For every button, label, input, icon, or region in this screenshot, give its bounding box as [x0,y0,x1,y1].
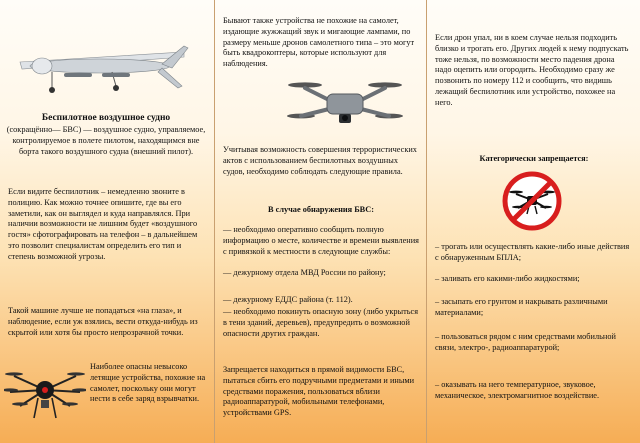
paragraph-report-services: — необходимо оперативно сообщить полную информацию о месте, количестве и времени выявления с привязкой к местности в следующие службы: [223,225,419,256]
detection-heading: В случае обнаружения БВС: [268,205,374,214]
prohibition-impact: – оказывать на него температурное, звуковое, механическое, электромагнитное воздействие. [435,380,600,400]
column-right [426,0,640,443]
prohibition-pour: – заливать его какими-либо жидкостями; [435,274,580,283]
hexacopter-drone-illustration [4,362,86,426]
column-middle [214,0,424,443]
prohibition-phones: – пользоваться рядом с ним средствами мобильной связи, электро-, радиоаппаратурой; [435,332,616,352]
paragraph-fallen-drone: Если дрон упал, ни в коем случае нельзя подходить близко и трогать его. Других людей к нему подпускать тоже нельзя, по возможности место падения дрона надо оцепить или огородить. Необходимо сразу же позвонить по номеру 112 и сообщить, что видишь лежащий беспилотник или устройство, похожее на него. [435,33,629,107]
paragraph-dangerous: Наиболее опасны невысоко летящие устройства, похожие на самолет, поскольку они могут нести в себе заряд взрывчатки. [90,362,206,404]
paragraph-terror-warning: Учитывая возможность совершения террористических актов с использованием беспилотных воздушных судов, необходимо соблюдать следующие правила. [223,145,417,176]
paragraph-leave-zone: — необходимо покинуть опасную зону (либо укрыться в тени зданий, деревьев), предупредить о возможной опасности других граждан. [223,307,419,338]
paragraph-forbidden-near: Запрещается находиться в прямой видимости БВС, пытаться сбить его подручными предметами и иными средствами поражения, пользоваться вблизи радиоаппаратурой, мобильными телефонами, устройствами GPS. [223,365,415,418]
no-drone-prohibition-icon [501,170,563,232]
column-left [0,0,212,443]
paragraph-report: Если видите беспилотник – немедленно звоните в полицию. Как можно точнее опишите, где вы его заметили, как он выглядел и куда направлялся. При наличии возможности не лишним будет «воздушного гостя» сфотографировать на телефон – в дальнейшем это позволит специалистам определить его тип и степень возможной угрозы. [8,187,198,261]
prohibition-cover: – засыпать его грунтом и накрывать различными материалами; [435,297,608,317]
paragraph-observe: Такой машине лучше не попадаться «на глаза», и наблюдение, если уж взялись, вести откуда-нибудь из скрытой или хотя бы просто непрозрачной точки. [8,306,198,337]
quadcopter-illustration [287,76,403,134]
definition: (сокращённо— БВС) — воздушное судно, управляемое, контролируемое в полете пилотом, находящимся вне борта такого воздушного судна (внешний пилот). [6,125,206,156]
paragraph-edds: — дежурному ЕДДС района (т. 112). [223,295,353,304]
military-drone-illustration [12,22,190,102]
paragraph-mvd: — дежурному отдела МВД России по району; [223,268,386,277]
prohibition-touch: – трогать или осуществлять какие-либо иные действия с обнаруженным БПЛА; [435,242,630,262]
paragraph-quadcopters: Бывают также устройства не похожие на самолет, издающие жужжащий звук и мигающие лампами, по размеру меньше дронов самолетного типа – это могут быть квадрокоптеры, которые используют для наблюдения. [223,16,415,69]
title: Беспилотное воздушное судно [41,113,171,123]
prohibitions-heading: Категорически запрещается: [479,154,589,163]
